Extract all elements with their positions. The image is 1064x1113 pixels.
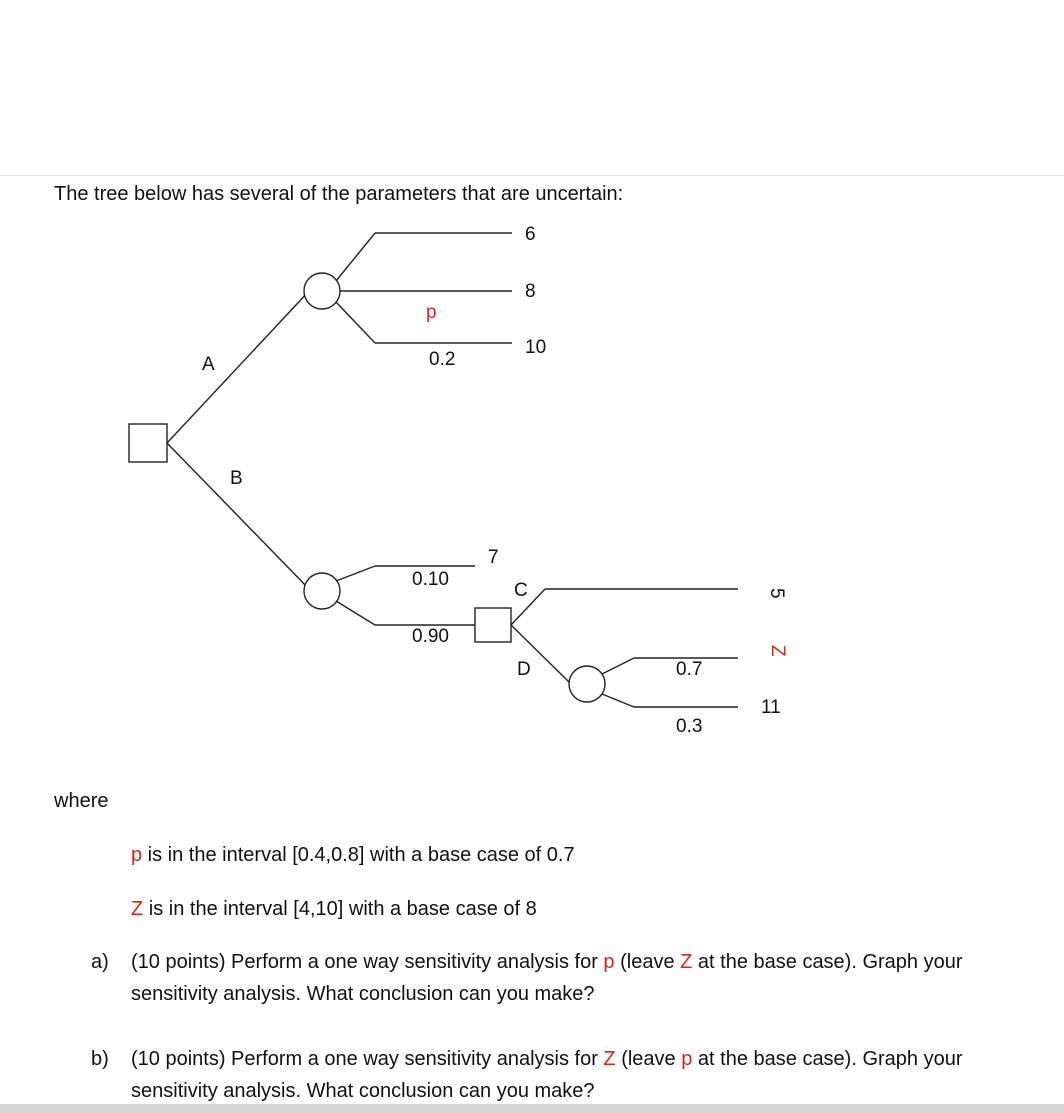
question-b-part3: at the base case). Graph your sensitivity analysis. What conclusion can you make? xyxy=(131,1048,963,1102)
bottom-branch-1 xyxy=(336,566,375,581)
decision-a-label: A xyxy=(202,354,215,375)
question-a-part1: (10 points) Perform a one way sensitivity analysis for xyxy=(131,951,604,973)
d-branch-2 xyxy=(602,694,634,707)
chance-node-d xyxy=(569,666,605,702)
payoff-8: 8 xyxy=(525,281,536,302)
condition-p-text: is in the interval [0.4,0.8] with a base case of 0.7 xyxy=(142,844,575,866)
question-a-var1: p xyxy=(603,951,615,973)
payoff-11: 11 xyxy=(761,697,781,718)
condition-p xyxy=(131,843,575,867)
question-a-part3: at the base case). Graph your sensitivity analysis. What conclusion can you make? xyxy=(131,951,963,1005)
bottom-branch-2 xyxy=(336,601,375,625)
payoff-6: 6 xyxy=(525,224,536,245)
question-a-part2: (leave xyxy=(614,951,681,973)
condition-p-var: p xyxy=(131,844,143,866)
prob-p-label: p xyxy=(426,302,437,323)
prob-0-2: 0.2 xyxy=(429,349,456,370)
question-b-marker: b) xyxy=(91,1048,109,1070)
condition-z-text: is in the interval [4,10] with a base case of 8 xyxy=(143,898,537,920)
payoff-10: 10 xyxy=(525,337,547,358)
condition-z xyxy=(131,897,537,921)
payoff-5: 5 xyxy=(766,588,787,599)
chance-node-top xyxy=(304,273,340,309)
question-b-part1: (10 points) Perform a one way sensitivity analysis for xyxy=(131,1048,604,1070)
top-branch-1 xyxy=(336,233,375,281)
prob-0-3: 0.3 xyxy=(676,716,703,737)
question-a xyxy=(91,946,1031,1010)
root-decision-node xyxy=(129,424,167,462)
bottom-scroll-bar xyxy=(0,1104,1064,1113)
intro-text: The tree below has several of the parameters that are uncertain: xyxy=(54,183,624,205)
question-b-part2: (leave xyxy=(615,1048,682,1070)
payoff-z: Z xyxy=(767,645,788,657)
prob-0-90: 0.90 xyxy=(412,626,449,647)
branch-a-line xyxy=(167,290,310,443)
question-a-var2: Z xyxy=(680,951,693,973)
decision-c-label: C xyxy=(514,580,528,601)
condition-z-var: Z xyxy=(131,898,144,920)
second-decision-node xyxy=(475,608,511,642)
question-a-marker: a) xyxy=(91,951,109,973)
question-b-var2: p xyxy=(681,1048,693,1070)
prob-0-10: 0.10 xyxy=(412,569,449,590)
branch-b-line xyxy=(167,443,310,590)
chance-node-bottom xyxy=(304,573,340,609)
decision-b-label: B xyxy=(230,468,243,489)
question-b xyxy=(91,1043,1031,1107)
top-branch-3 xyxy=(336,302,375,343)
where-label: where xyxy=(54,790,109,812)
prob-0-7: 0.7 xyxy=(676,659,703,680)
decision-d-label: D xyxy=(517,659,531,680)
payoff-7: 7 xyxy=(488,547,499,568)
d-branch-1 xyxy=(602,658,634,674)
question-b-var1: Z xyxy=(603,1048,616,1070)
